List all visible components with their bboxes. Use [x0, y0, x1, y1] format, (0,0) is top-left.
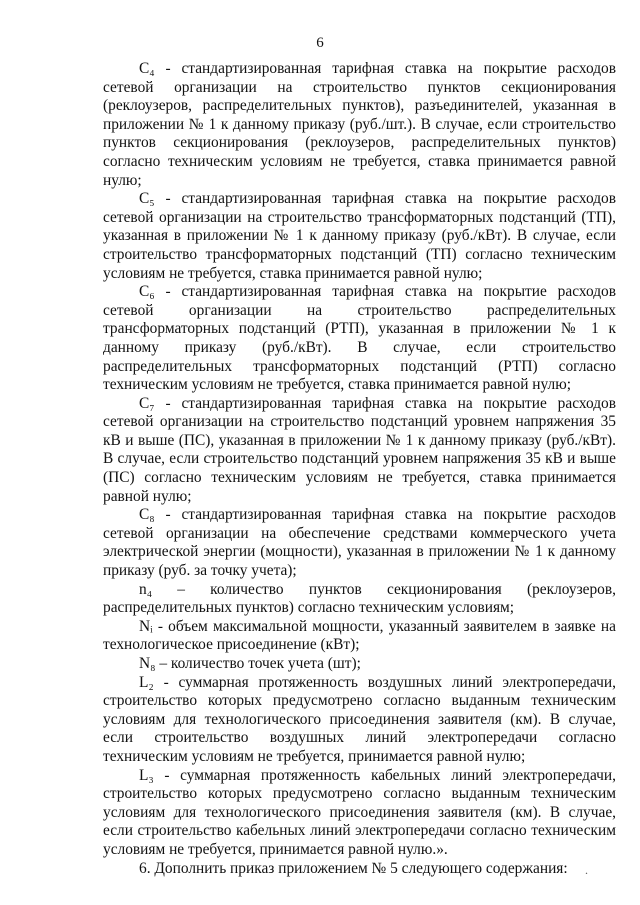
- paragraph-c8-rate: C₈ - стандартизированная тарифная ставка на покрытие расходов сетевой организации на обеспечение средствами коммерческого учета электрической энергии (мощности), указанная в приложении № 1 к данному приказу (руб. за точку учета);: [103, 506, 616, 580]
- paragraph-n8-meters: N₈ – количество точек учета (шт);: [139, 655, 361, 672]
- paragraph-c6-rate: C₆ - стандартизированная тарифная ставка на покрытие расходов сетевой организации на строительство распределительных трансформаторных подстанций (РТП), указанная в приложении № 1 к данному приказу (руб./кВт). В случае, если строительство распределительных трансформаторных подстанций (РТП) согласно техническим условиям не требуется, ставка принимается равной нулю;: [103, 283, 616, 394]
- paragraph-ni-power: Nᵢ - объем максимальной мощности, указанный заявителем в заявке на технологическое присоединение (кВт);: [103, 617, 616, 654]
- paragraph-c7-rate: C₇ - стандартизированная тарифная ставка на покрытие расходов сетевой организации на строительство подстанций уровнем напряжения 35 кВ и выше (ПС), указанная в приложении № 1 к данному приказу (руб./кВт). В случае, если строительство подстанций уровнем напряжения 35 кВ и выше (ПС) согласно техническим условиям не требуется, ставка принимается равной нулю;: [103, 394, 616, 505]
- paragraph-n4-count: n₄ – количество пунктов секционирования (реклоузеров, распределительных пунктов) согласно техническим условиям;: [103, 580, 616, 617]
- paragraph-c5-rate: C₅ - стандартизированная тарифная ставка на покрытие расходов сетевой организации на строительство трансформаторных подстанций (ТП), указанная в приложении № 1 к данному приказу (руб./кВт). В случае, если строительство трансформаторных подстанций (ТП) согласно техническим условиям не требуется, ставка принимается равной нулю;: [103, 190, 616, 282]
- paragraph-c4-rate: C₄ - стандартизированная тарифная ставка на покрытие расходов сетевой организации на строительство пунктов секционирования (реклоузеров, распределительных пунктов), разъединителей, указанная в приложении № 1 к данному приказу (руб./шт.). В случае, если строительство пунктов секционирования (реклоузеров, распределительных пунктов) согласно техническим условиям не требуется, ставка принимается равной нулю;: [103, 60, 616, 189]
- paragraph-l2-overhead-lines: L₂ - суммарная протяженность воздушных линий электропередачи, строительство которых предусмотрено согласно выданным техническим условиям для технологического присоединения заявителя (км). В случае, если строительство воздушных линий электропередачи согласно техническим условиям не требуется, принимается равной нулю;: [103, 673, 616, 765]
- document-body: [103, 60, 616, 878]
- paragraph-l3-cable-lines: L₃ - суммарная протяженность кабельных линий электропередачи, строительство которых предусмотрено согласно выданным техническим условиям для технологического присоединения заявителя (км). В случае, если строительство кабельных линий электропередачи согласно техническим условиям не требуется, принимается равной нулю.».: [103, 766, 616, 858]
- page-mark: .: [585, 863, 588, 877]
- page-number: 6: [316, 35, 324, 51]
- paragraph-item-6: 6. Дополнить приказ приложением № 5 следующего содержания:: [139, 859, 568, 877]
